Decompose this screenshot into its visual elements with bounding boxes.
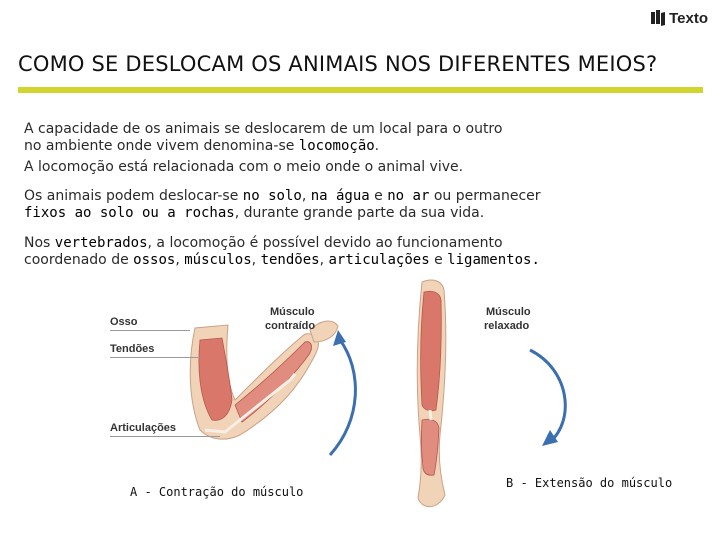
- term-no-ar: no ar: [387, 188, 430, 204]
- term-tendoes: tendões: [260, 252, 320, 268]
- p2-text-a: Os animais podem deslocar-se: [24, 188, 243, 204]
- term-musculos: músculos: [184, 252, 252, 268]
- brand-logo: [651, 8, 708, 28]
- p3-text-h: ,: [251, 252, 261, 268]
- term-fixos: fixos ao solo ou a rochas: [24, 205, 235, 221]
- label-musculo-relaxado-1: Músculo: [486, 306, 531, 318]
- extension-arrow: [530, 350, 565, 442]
- p3-text-j: ,: [319, 252, 329, 268]
- term-no-solo: no solo: [242, 188, 302, 204]
- p2-text-g: ou permanecer: [429, 188, 541, 204]
- p2-text-i: , durante grande parte da sua vida.: [234, 205, 485, 221]
- p3-period: .: [531, 252, 540, 268]
- p3-text-a: Nos: [24, 235, 55, 251]
- label-musculo-relaxado-2: relaxado: [484, 320, 530, 332]
- title-underline: [18, 87, 703, 93]
- p2-text-e: e: [369, 188, 388, 204]
- p3-line1: [24, 235, 684, 252]
- caption-b: B - Extensão do músculo: [506, 476, 673, 490]
- p3-text-f: ,: [175, 252, 185, 268]
- label-articulacoes: Articulações: [110, 422, 177, 434]
- p1-period: .: [374, 138, 380, 154]
- term-ossos: ossos: [133, 252, 176, 268]
- paragraph-vertebrates: [24, 235, 684, 269]
- arm-muscle-figure: [100, 270, 700, 520]
- term-na-agua: na água: [310, 188, 370, 204]
- caption-a: A - Contração do músculo: [130, 485, 304, 499]
- p2-text-c: ,: [301, 188, 311, 204]
- term-vertebrados: vertebrados: [54, 235, 148, 251]
- p3-line2: [24, 252, 684, 269]
- p3-text-c: , a locomoção é possível devido ao funcionamento: [147, 235, 503, 251]
- term-ligamentos: ligamentos: [447, 252, 532, 268]
- label-musculo-contraido-2: contraído: [265, 320, 316, 332]
- p1-line2: [24, 138, 684, 155]
- p2-line1: [24, 188, 684, 205]
- leader-osso: [110, 330, 190, 331]
- arm-b-extended: [417, 280, 446, 507]
- page-title: COMO SE DESLOCAM OS ANIMAIS NOS DIFERENTES MEIOS?: [18, 52, 658, 76]
- leader-tendoes: [110, 357, 198, 358]
- arm-a-flexed: [190, 321, 338, 439]
- label-musculo-contraido-1: Músculo: [270, 306, 315, 318]
- paragraph-environments: [24, 188, 684, 222]
- p3-text-d: coordenado de: [24, 252, 134, 268]
- term-articulacoes: articulações: [328, 252, 430, 268]
- label-osso: Osso: [110, 316, 138, 328]
- book-icon: [651, 10, 665, 26]
- p1-line3: A locomoção está relacionada com o meio onde o animal vive.: [24, 159, 464, 175]
- p2-line2: [24, 205, 684, 222]
- p1-text: no ambiente onde vivem denomina-se: [24, 138, 299, 154]
- label-tendoes: Tendões: [110, 343, 155, 355]
- p3-text-l: e: [429, 252, 448, 268]
- flexion-arrow: [330, 340, 355, 455]
- brand-name: Texto: [669, 9, 708, 27]
- paragraph-locomotion-definition: [24, 121, 684, 176]
- p1-line1: A capacidade de os animais se deslocarem de um local para o outro: [24, 121, 503, 137]
- leader-articulacoes: [110, 436, 220, 437]
- term-locomocao: locomoção: [298, 138, 375, 154]
